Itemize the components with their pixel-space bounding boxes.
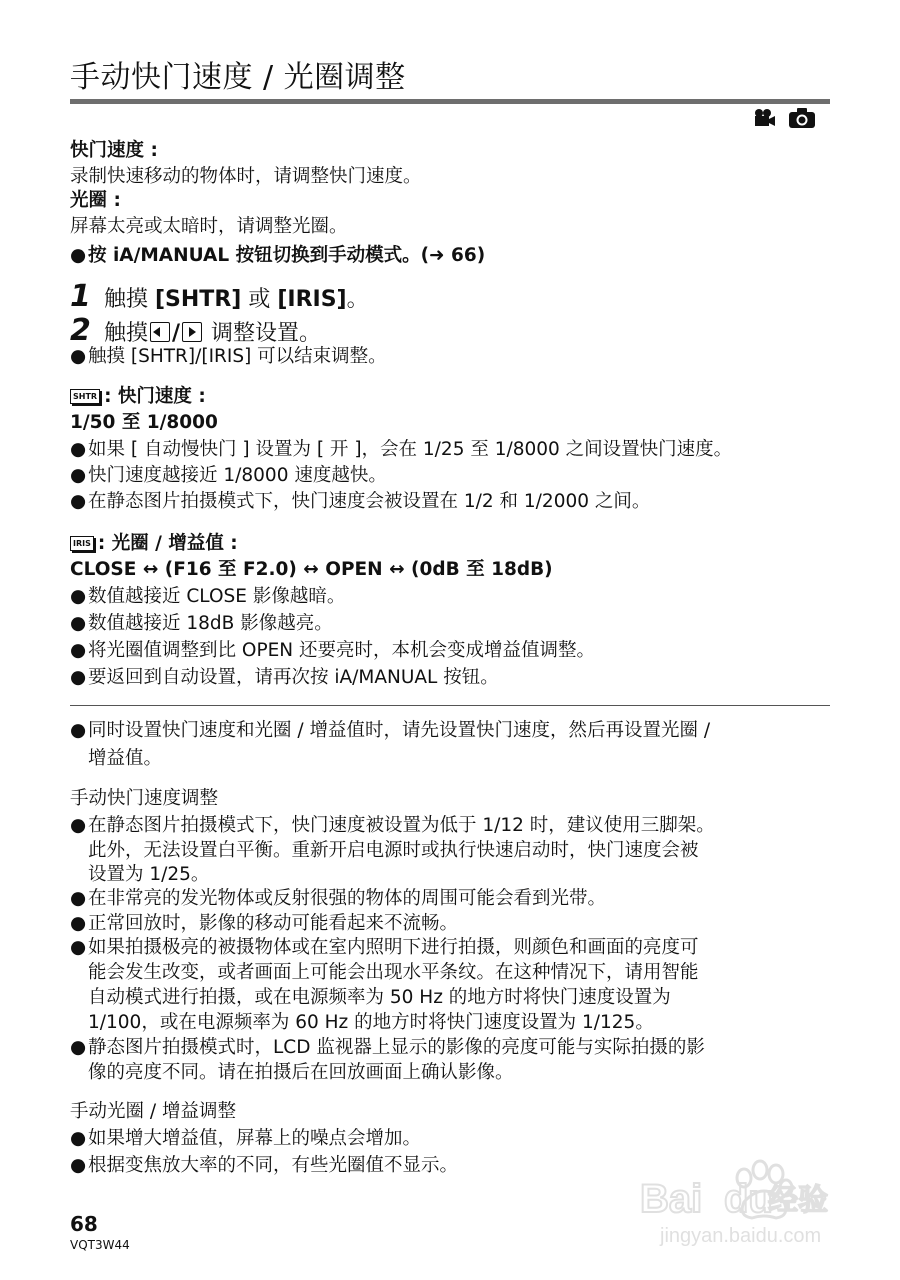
bullet-text: 数值越接近 CLOSE 影像越暗。 <box>88 586 346 607</box>
bullet-text: 根据变焦放大率的不同，有些光圈值不显示。 <box>88 1155 459 1176</box>
shutter-note-1-cont: 设置为 1/25。 <box>88 864 210 885</box>
note-bullet-1-cont: 增益值。 <box>88 748 163 769</box>
bullet-text: 在非常亮的发光物体或反射很强的物体的周围可能会看到光带。 <box>88 888 607 909</box>
bullet-dot: ● <box>70 815 87 836</box>
bullet-text: 要返回到自动设置，请再次按 iA/MANUAL 按钮。 <box>88 667 499 688</box>
mode-icons <box>752 107 816 133</box>
step-text: 调整设置。 <box>204 321 322 346</box>
title-rule <box>70 99 830 104</box>
document-code: VQT3W44 <box>70 1238 130 1252</box>
bullet-dot: ● <box>70 1128 87 1149</box>
bullet-text: 触摸 [SHTR]/[IRIS] 可以结束调整。 <box>88 346 387 367</box>
iris-range: CLOSE ↔ (F16 至 F2.0) ↔ OPEN ↔ (0dB 至 18dB) <box>70 559 553 580</box>
bullet-dot: ● <box>70 720 87 741</box>
shutter-note-1 <box>70 813 715 839</box>
shutter-note-3 <box>70 911 458 937</box>
bullet-text: 在静态图片拍摄模式下，快门速度被设置为低于 1/12 时，建议使用三脚架。 <box>88 815 715 836</box>
shtr-heading <box>70 384 206 410</box>
bullet-dot: ● <box>70 913 87 934</box>
video-camera-icon <box>752 108 776 132</box>
step-2-note <box>70 344 387 370</box>
note-bullet-1 <box>70 718 710 744</box>
iris-section-heading <box>70 531 238 557</box>
shutter-note-4 <box>70 935 699 961</box>
section-divider <box>70 705 830 706</box>
step-1 <box>70 281 369 316</box>
iris-adjust-heading: 手动光圈 / 增益调整 <box>70 1101 236 1122</box>
bullet-dot: ● <box>70 888 87 909</box>
step-text: 。 <box>346 287 369 312</box>
shtr-label: [SHTR] <box>155 287 242 312</box>
manual-mode-bullet <box>70 243 485 269</box>
bullet-text: 如果拍摄极亮的被摄物体或在室内照明下进行拍摄，则颜色和画面的亮度可 <box>88 937 699 958</box>
iris-tag-icon: IRIS <box>70 536 94 551</box>
watermark-brand-2: du <box>724 1177 773 1221</box>
shtr-bullet-2 <box>70 463 387 489</box>
bullet-dot: ● <box>70 491 87 512</box>
step-text: 触摸 <box>104 287 155 312</box>
bullet-text: 在静态图片拍摄模式下，快门速度会被设置在 1/2 和 1/2000 之间。 <box>88 491 651 512</box>
page-title: 手动快门速度 / 光圈调整 <box>70 60 406 95</box>
iris-bullet-4 <box>70 665 499 691</box>
bullet-dot: ● <box>70 586 87 607</box>
shutter-note-4-cont: 自动模式进行拍摄，或在电源频率为 50 Hz 的地方时将快门速度设置为 <box>88 987 671 1008</box>
iris-bullet-2 <box>70 611 333 637</box>
shtr-range: 1/50 至 1/8000 <box>70 412 218 433</box>
shutter-note-1-cont: 此外，无法设置白平衡。重新开启电源时或执行快速启动时，快门速度会被 <box>88 840 699 861</box>
shutter-note-5-cont: 像的亮度不同。请在拍摄后在回放画面上确认影像。 <box>88 1062 514 1083</box>
heading-text: : 快门速度 : <box>104 386 206 407</box>
baidu-watermark <box>640 1150 840 1260</box>
step-text: 触摸 <box>104 321 149 346</box>
shtr-bullet-1 <box>70 437 732 463</box>
separator: / <box>172 321 181 346</box>
right-arrow-button-icon <box>182 322 202 342</box>
iris-note-1 <box>70 1126 421 1152</box>
bullet-dot: ● <box>70 613 87 634</box>
shutter-note-5 <box>70 1035 705 1061</box>
iris-note-2 <box>70 1153 458 1179</box>
shutter-heading: 快门速度 : <box>70 140 158 161</box>
step-text: 或 <box>241 287 278 312</box>
watermark-cn: 经验 <box>768 1183 828 1218</box>
iris-label: [IRIS] <box>277 287 347 312</box>
shutter-note-4-cont: 能会发生改变，或者画面上可能会出现水平条纹。在这种情况下，请用智能 <box>88 962 699 983</box>
bullet-text: 将光圈值调整到比 OPEN 还要亮时，本机会变成增益值调整。 <box>88 640 596 661</box>
watermark-url: jingyan.baidu.com <box>660 1225 822 1247</box>
iris-description: 屏幕太亮或太暗时，请调整光圈。 <box>70 216 348 237</box>
heading-text: : 光圈 / 增益值 : <box>97 533 238 554</box>
bullet-text: 快门速度越接近 1/8000 速度越快。 <box>88 465 387 486</box>
bullet-text: 按 iA/MANUAL 按钮切换到手动模式。(➜ 66) <box>88 245 486 266</box>
left-arrow-button-icon <box>150 322 170 342</box>
shutter-note-2 <box>70 886 606 912</box>
bullet-text: 如果增大增益值，屏幕上的噪点会增加。 <box>88 1128 422 1149</box>
bullet-text: 静态图片拍摄模式时，LCD 监视器上显示的影像的亮度可能与实际拍摄的影 <box>88 1037 705 1058</box>
step-number: 1 <box>70 279 91 314</box>
bullet-dot: ● <box>70 1155 87 1176</box>
bullet-dot: ● <box>70 640 87 661</box>
bullet-dot: ● <box>70 439 87 460</box>
iris-bullet-3 <box>70 638 595 664</box>
bullet-dot: ● <box>70 245 87 266</box>
bullet-text: 同时设置快门速度和光圈 / 增益值时，请先设置快门速度，然后再设置光圈 / <box>88 720 711 741</box>
bullet-dot: ● <box>70 1037 87 1058</box>
iris-heading: 光圈 : <box>70 190 121 211</box>
bullet-dot: ● <box>70 937 87 958</box>
shutter-note-4-cont: 1/100，或在电源频率为 60 Hz 的地方时将快门速度设置为 1/125。 <box>88 1012 654 1033</box>
shutter-adjust-heading: 手动快门速度调整 <box>70 788 219 809</box>
bullet-dot: ● <box>70 667 87 688</box>
bullet-text: 如果 [ 自动慢快门 ] 设置为 [ 开 ]，会在 1/25 至 1/8000 之间设置快门速度。 <box>88 439 733 460</box>
bullet-text: 正常回放时，影像的移动可能看起来不流畅。 <box>88 913 459 934</box>
page-number: 68 <box>70 1212 98 1236</box>
bullet-dot: ● <box>70 465 87 486</box>
still-camera-icon <box>788 107 816 133</box>
bullet-dot: ● <box>70 346 87 367</box>
step-number: 2 <box>70 313 91 348</box>
bullet-text: 数值越接近 18dB 影像越亮。 <box>88 613 333 634</box>
shtr-bullet-3 <box>70 489 650 515</box>
iris-bullet-1 <box>70 584 345 610</box>
shtr-tag-icon: SHTR <box>70 389 100 404</box>
shutter-description: 录制快速移动的物体时，请调整快门速度。 <box>70 166 422 187</box>
watermark-brand: Bai <box>640 1177 703 1221</box>
